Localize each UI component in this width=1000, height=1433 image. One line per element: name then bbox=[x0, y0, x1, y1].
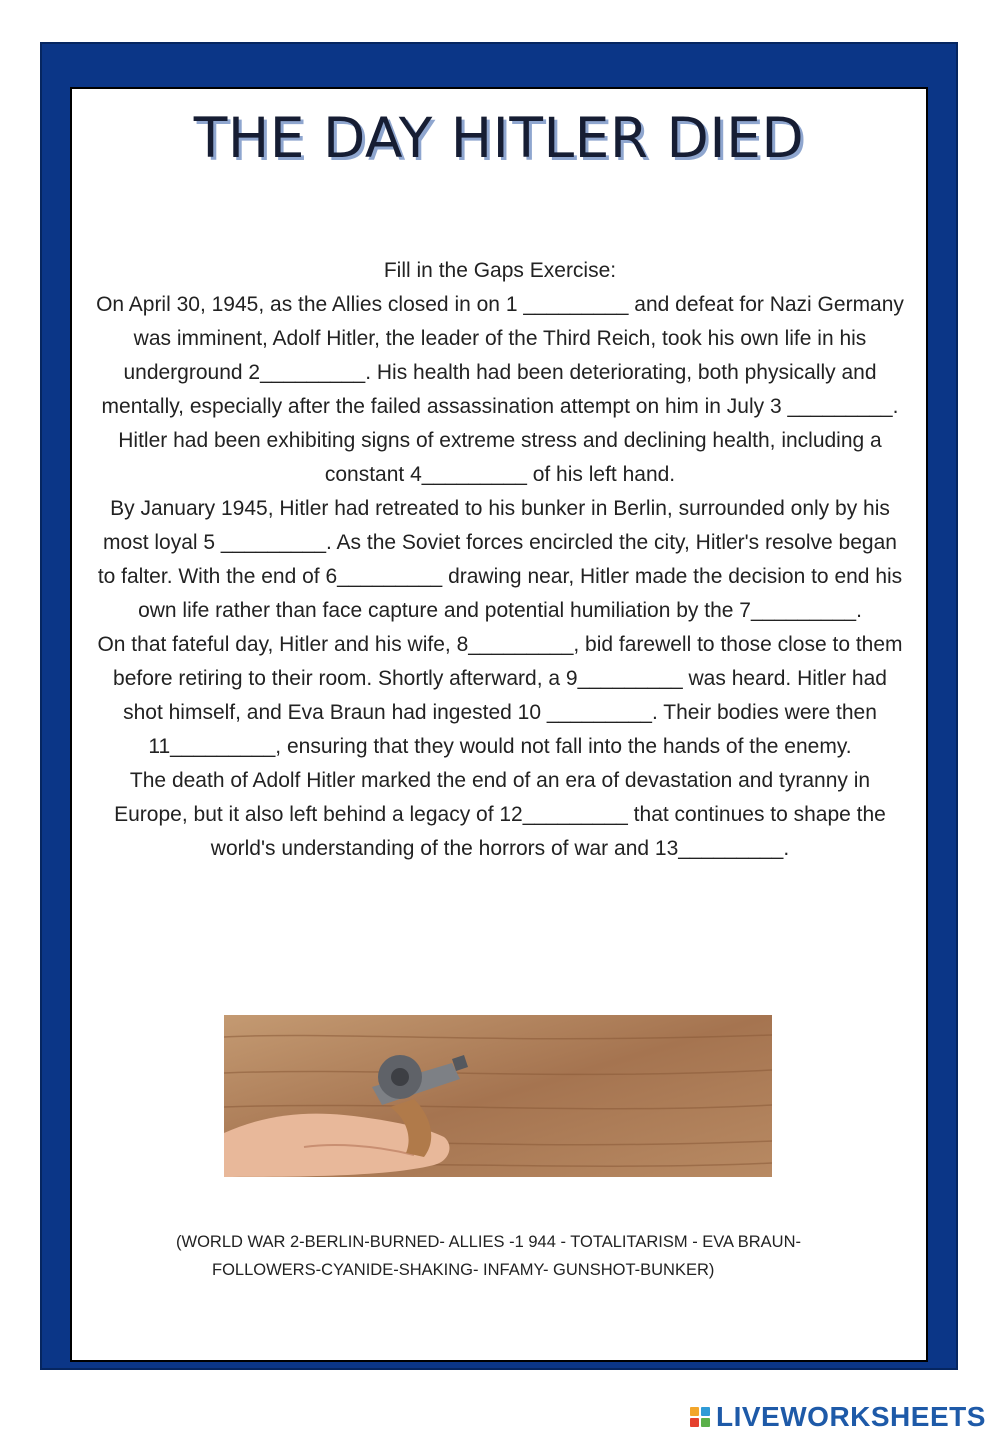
liveworksheets-logo-icon bbox=[690, 1407, 710, 1427]
exercise-intro: Fill in the Gaps Exercise: bbox=[383, 259, 617, 282]
brand-name: LIVEWORKSHEETS bbox=[716, 1401, 986, 1432]
word-bank-line-1: (WORLD WAR 2-BERLIN-BURNED- ALLIES -1 944 - TOTALITARISM - EVA BRAUN- bbox=[176, 1233, 801, 1251]
paragraph-2: By January 1945, Hitler had retreated to his bunker in Berlin, surrounded only by his most loyal 5 _________. As the Soviet forces encircled the city, Hitler's resolve began to falter. With the end of 6_________ drawing near, Hitler made the decision to end his own life rather than face capture and potential humiliation by the 7_________. bbox=[97, 497, 903, 622]
paragraph-1: On April 30, 1945, as the Allies closed in on 1 _________ and defeat for Nazi Germany was imminent, Adolf Hitler, the leader of the Third Reich, took his own life in his underground 2_________. His health had been deteriorating, both physically and mentally, especially after the failed assassination attempt on him in July 3 _________. Hitler had been exhibiting signs of extreme stress and declining health, including a constant 4_________ of his left hand. bbox=[96, 293, 904, 486]
word-bank-line-2: FOLLOWERS-CYANIDE-SHAKING- INFAMY- GUNSHOT-BUNKER) bbox=[212, 1261, 715, 1279]
revolver-photo bbox=[224, 1015, 772, 1177]
paragraph-4: The death of Adolf Hitler marked the end of an era of devastation and tyranny in Europe, but it also left behind a legacy of 12_________ that continues to shape the world's understanding of the horrors of war and 13_________. bbox=[114, 769, 886, 860]
word-bank bbox=[176, 1228, 896, 1284]
liveworksheets-brand[interactable] bbox=[690, 1402, 986, 1432]
worksheet-title: THE DAY HITLER DIED bbox=[193, 106, 805, 170]
paragraph-3: On that fateful day, Hitler and his wife, 8_________, bid farewell to those close to them before retiring to their room. Shortly afterward, a 9_________ was heard. Hitler had shot himself, and Eva Braun had ingested 10 _________. Their bodies were then 11_________, ensuring that they would not fall into the hands of the enemy. bbox=[97, 633, 903, 758]
exercise-text bbox=[95, 254, 905, 866]
